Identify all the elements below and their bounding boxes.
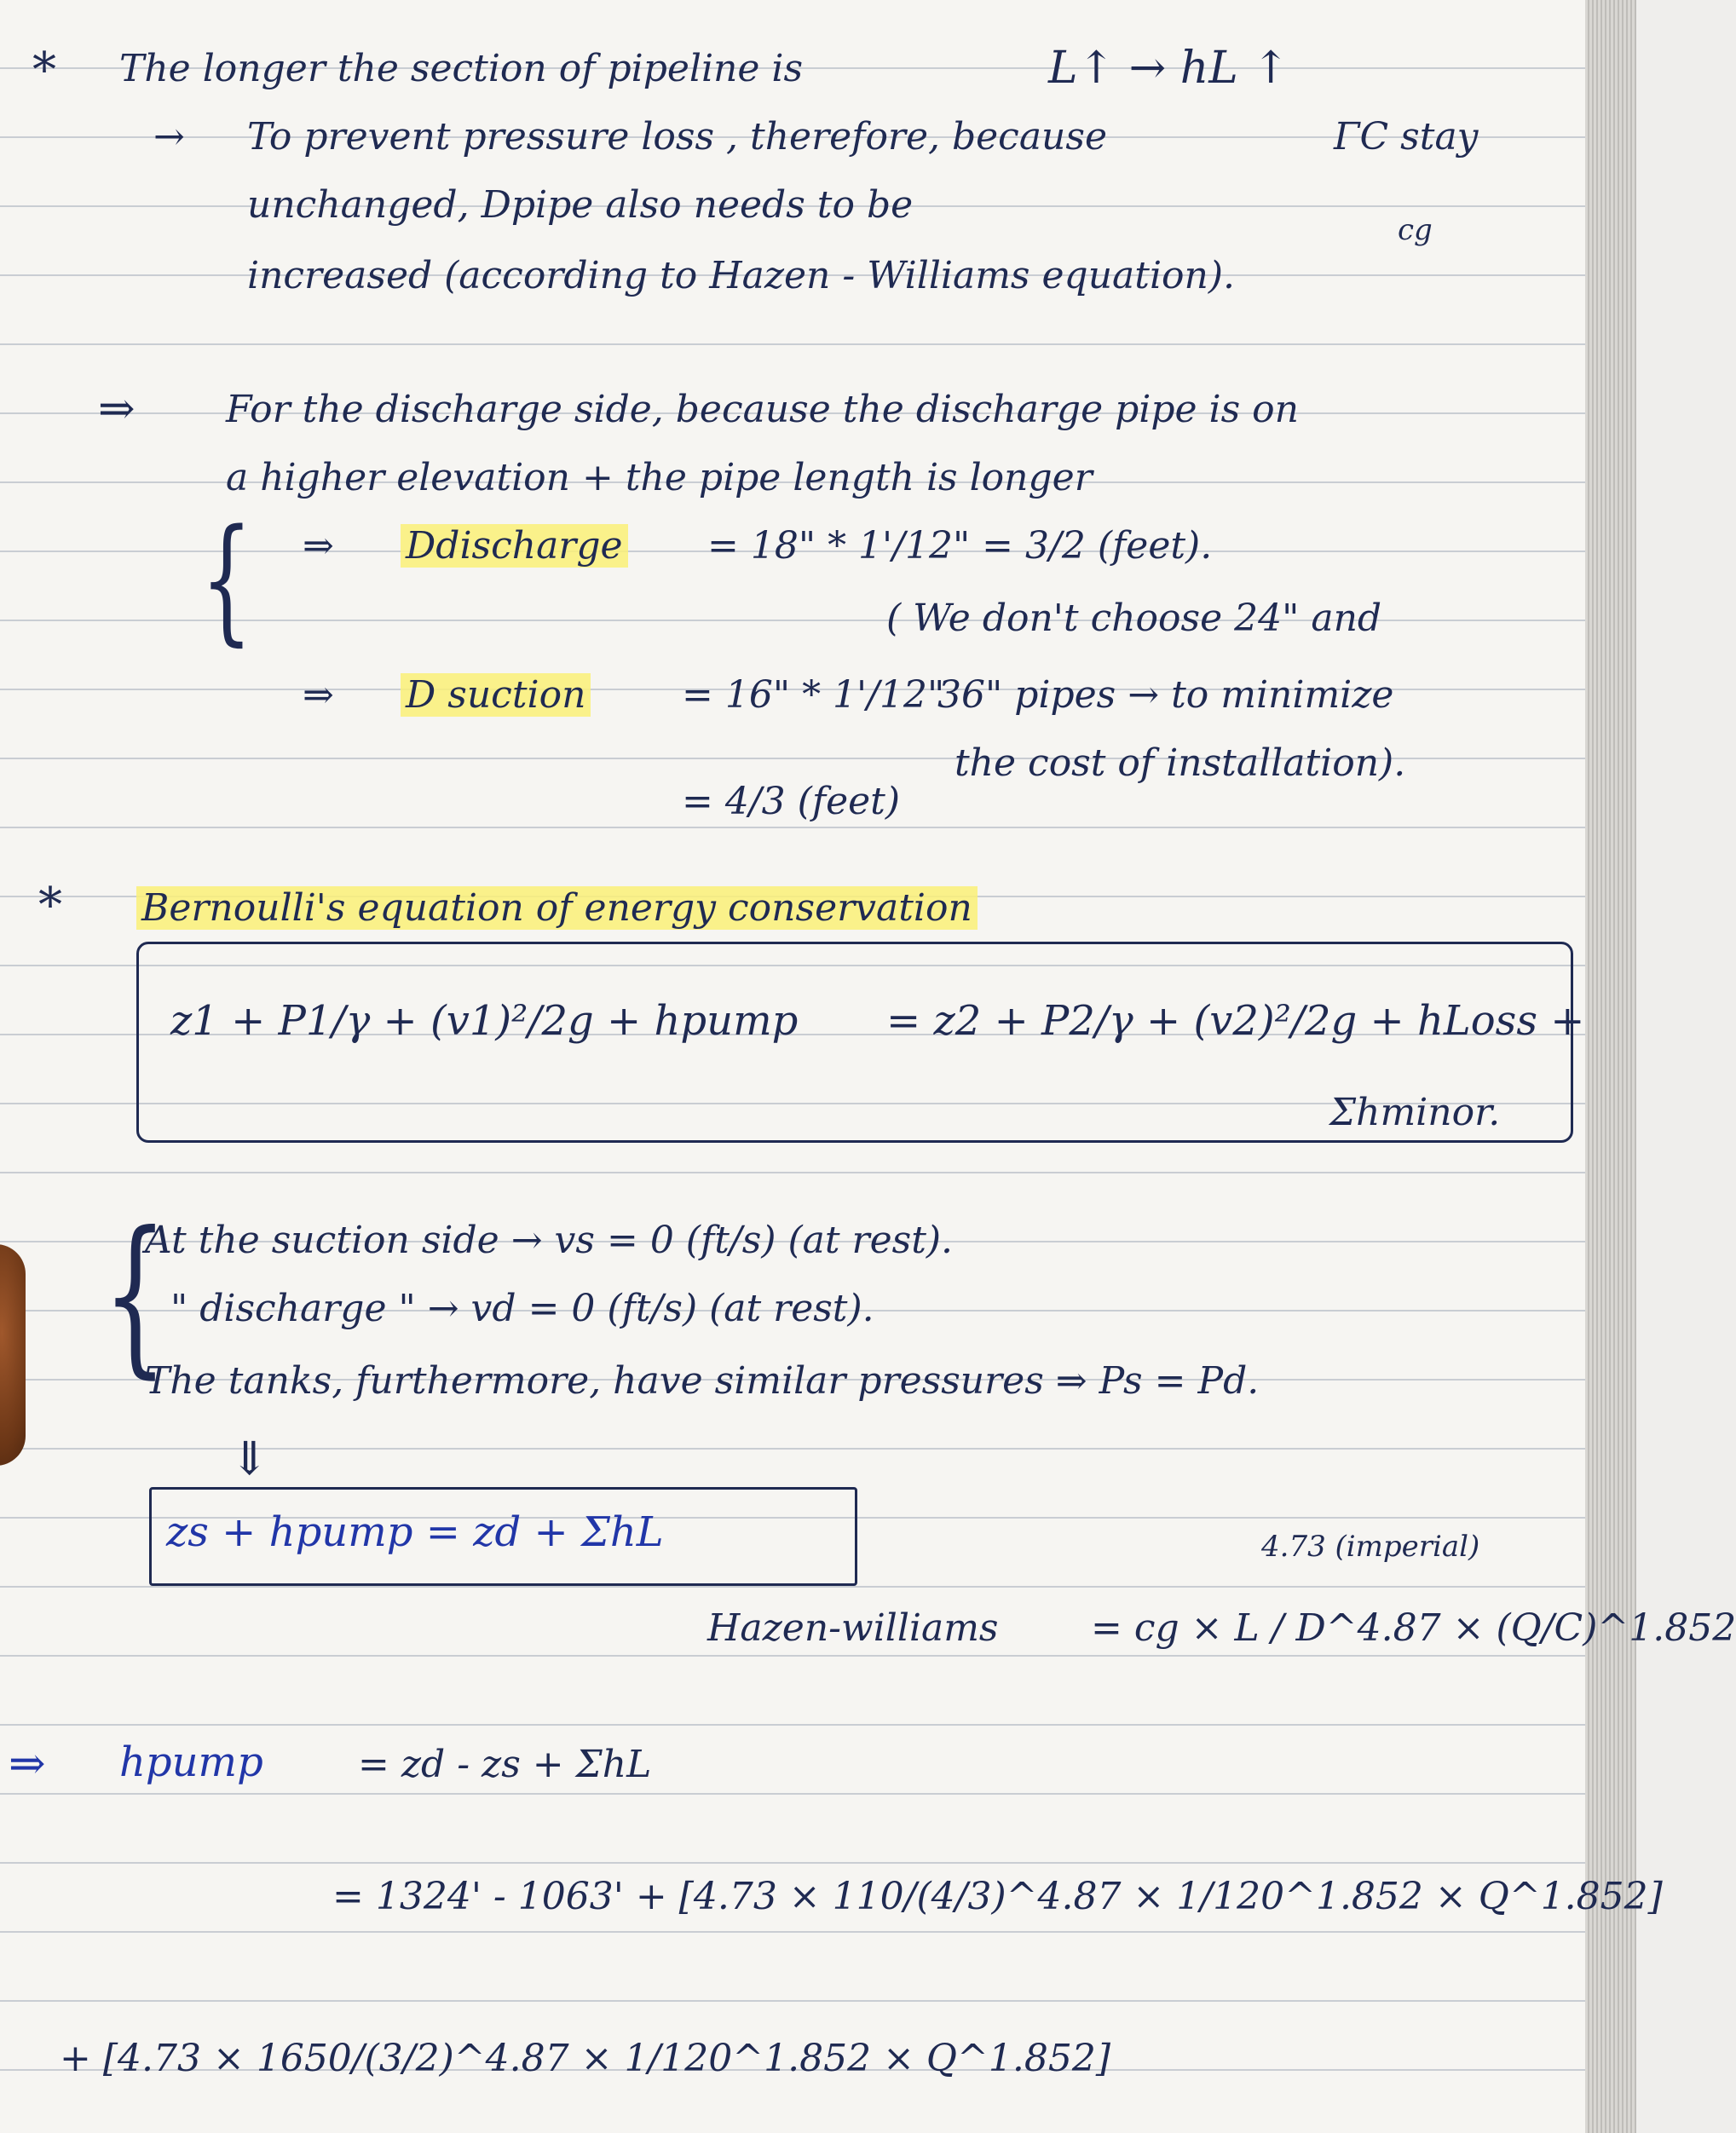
section2-brace: {	[200, 499, 253, 659]
hpump-label: hpump	[119, 1738, 263, 1786]
down-arrow: ⇓	[230, 1432, 269, 1485]
hpump-equation-1: = zd - zs + ΣhL	[358, 1743, 652, 1786]
section4-brace: {	[102, 1196, 168, 1394]
d-suction-equation: = 16" * 1'/12"	[682, 673, 945, 717]
hpump-equation-3: + [4.73 × 1650/(3/2)^4.87 × 1/120^1.852 × Q^1.852]	[60, 2037, 1110, 2080]
d-suction-label-text: D suction	[401, 673, 591, 717]
energy-equation: zs + hpump = zd + ΣhL	[166, 1508, 664, 1556]
bernoulli-minor: Σhminor.	[1329, 1091, 1501, 1134]
d-discharge-label	[401, 524, 628, 568]
section2-line2: a higher elevation + the pipe length is longer	[226, 456, 1093, 499]
section1-line2-tail: ΓC stay	[1334, 115, 1479, 159]
section2-arrow: ⇒	[98, 383, 136, 435]
section2-arrow-discharge: ⇒	[303, 524, 334, 568]
suction-velocity-line: At the suction side → vs = 0 (ft/s) (at rest).	[145, 1219, 954, 1262]
d-suction-result: = 4/3 (feet)	[682, 780, 901, 823]
note-line2: 36" pipes → to minimize	[937, 673, 1394, 717]
pressure-line: The tanks, furthermore, have similar pressures ⇒ Ps = Pd.	[145, 1359, 1260, 1403]
bernoulli-title-text: Bernoulli's equation of energy conservation	[136, 886, 978, 930]
bernoulli-lhs: z1 + P1/γ + (v1)²/2g + hpump	[170, 997, 799, 1045]
hazen-williams-equation: = cg × L / D^4.87 × (Q/C)^1.852	[1091, 1606, 1736, 1650]
section5-arrow: ⇒	[9, 1738, 46, 1790]
note-line1: ( We don't choose 24" and	[886, 597, 1382, 640]
imperial-note: 4.73 (imperial)	[1261, 1530, 1480, 1564]
hazen-williams-label: Hazen-williams	[707, 1606, 999, 1650]
section1-line3: unchanged, Dpipe also needs to be	[247, 183, 914, 227]
finger-at-edge	[0, 1244, 26, 1466]
section2-arrow-suction: ⇒	[303, 673, 334, 717]
section1-cg: cg	[1398, 213, 1433, 247]
section1-arrow: →	[153, 115, 185, 159]
bernoulli-title	[136, 886, 978, 930]
d-suction-label	[401, 673, 591, 717]
note-line3: the cost of installation).	[955, 741, 1406, 785]
section1-line1-symbols: L↑ → hL ↑	[1048, 43, 1289, 94]
bernoulli-rhs: = z2 + P2/γ + (v2)²/2g + hLoss +	[886, 997, 1585, 1045]
star-bullet-2: *	[38, 878, 62, 933]
star-bullet-1: *	[32, 43, 56, 98]
hpump-equation-2: = 1324' - 1063' + [4.73 × 110/(4/3)^4.87 × 1/120^1.852 × Q^1.852]	[332, 1875, 1663, 1918]
d-discharge-label-text: Ddischarge	[401, 524, 628, 568]
d-discharge-equation: = 18" * 1'/12" = 3/2 (feet).	[707, 524, 1213, 568]
section1-line1: The longer the section of pipeline is	[119, 47, 804, 90]
section2-line1: For the discharge side, because the discharge pipe is on	[226, 388, 1299, 431]
discharge-velocity-line: " discharge " → vd = 0 (ft/s) (at rest).	[170, 1287, 874, 1330]
page-edge-stack	[1585, 0, 1636, 2133]
section1-line2: To prevent pressure loss , therefore, because	[247, 115, 1108, 159]
section1-line4: increased (according to Hazen - Williams equation).	[247, 254, 1235, 297]
